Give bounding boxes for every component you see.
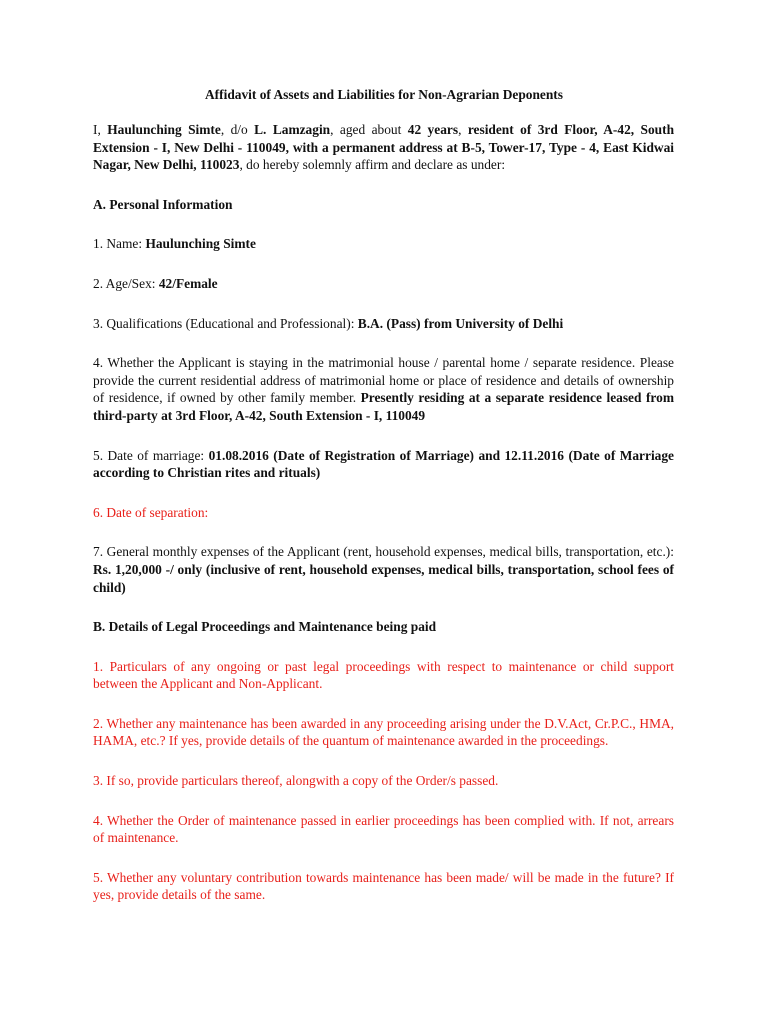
item-label: 3. Qualifications (Educational and Professional): [93,315,358,331]
item-value: 01.08.2016 (Date of Registration of Marriage) and 12.11.2016 (Date of Marriage according to Christian rites and rituals) [93,447,675,481]
document-body [93,121,674,926]
item-residence [93,354,674,424]
item-age-sex [93,275,674,293]
deponent-residence: resident of 3rd Floor, A-42, South Extension - I, New Delhi - 110049, with a permanent address at B-5, Tower-17, Type - 4, East Kidwai Nagar, New Delhi, 110023 [93,122,675,173]
item-maintenance-awarded: 2. Whether any maintenance has been awarded in any proceeding arising under the D.V.Act, Cr.P.C., HMA, HAMA, etc.? If yes, provide details of the quantum of maintenance awarded in the proceedings. [93,715,674,749]
item-value: Presently residing at a separate residence leased from third-party at 3rd Floor, A-42, South Extension - I, 110049 [93,390,674,423]
item-order-particulars: 3. If so, provide particulars thereof, alongwith a copy of the Order/s passed. [93,773,499,789]
item-value: Rs. 1,20,000 -/ only (inclusive of rent, household expenses, medical bills, transportation, school fees of child) [93,561,674,595]
intro-text: , [458,122,468,137]
deponent-name: Haulunching Simte [107,122,221,137]
item-name [93,235,674,253]
item-voluntary-contribution: 5. Whether any voluntary contribution towards maintenance has been made/ will be made in the future? If yes, provide details of the same. [93,869,674,903]
item-label: 4. Whether the Applicant is staying in the matrimonial house / parental home / separate residence. Please provide the current residential address of matrimonial home or place of residence and details of ownership of residence, if owned by other family member. [93,355,674,406]
item-date-of-separation: 6. Date of separation: [93,504,209,520]
intro-text: , aged about [330,122,408,137]
item-date-of-marriage [93,447,674,482]
document-title: Affidavit of Assets and Liabilities for Non-Agrarian Deponents [205,87,563,102]
deponent-age: 42 years [407,122,459,137]
intro-paragraph [93,121,674,174]
intro-text: , do hereby solemnly affirm and declare as under: [239,157,506,173]
item-value: Haulunching Simte [145,236,256,252]
item-qualifications [93,315,674,333]
item-legal-proceedings: 1. Particulars of any ongoing or past legal proceedings with respect to maintenance or child support between the Applicant and Non-Applicant. [93,658,674,692]
item-order-compliance: 4. Whether the Order of maintenance passed in earlier proceedings has been complied with. If not, arrears of maintenance. [93,812,674,846]
item-label: 2. Age/Sex: [93,275,159,291]
parent-name: L. Lamzagin [254,122,331,137]
item-value: B.A. (Pass) from University of Delhi [357,315,564,331]
intro-text: , d/o [220,122,255,137]
item-label: 1. Name: [93,236,146,252]
item-label: 7. General monthly expenses of the Applicant (rent, household expenses, medical bills, transportation, etc.): [93,544,674,560]
item-label: 5. Date of marriage: [93,447,209,463]
section-heading-personal-info: A. Personal Information [93,196,233,212]
intro-text: I, [93,122,108,137]
item-monthly-expenses [93,543,674,596]
item-value: 42/Female [158,275,218,291]
section-heading-legal-proceedings: B. Details of Legal Proceedings and Maintenance being paid [93,619,437,635]
